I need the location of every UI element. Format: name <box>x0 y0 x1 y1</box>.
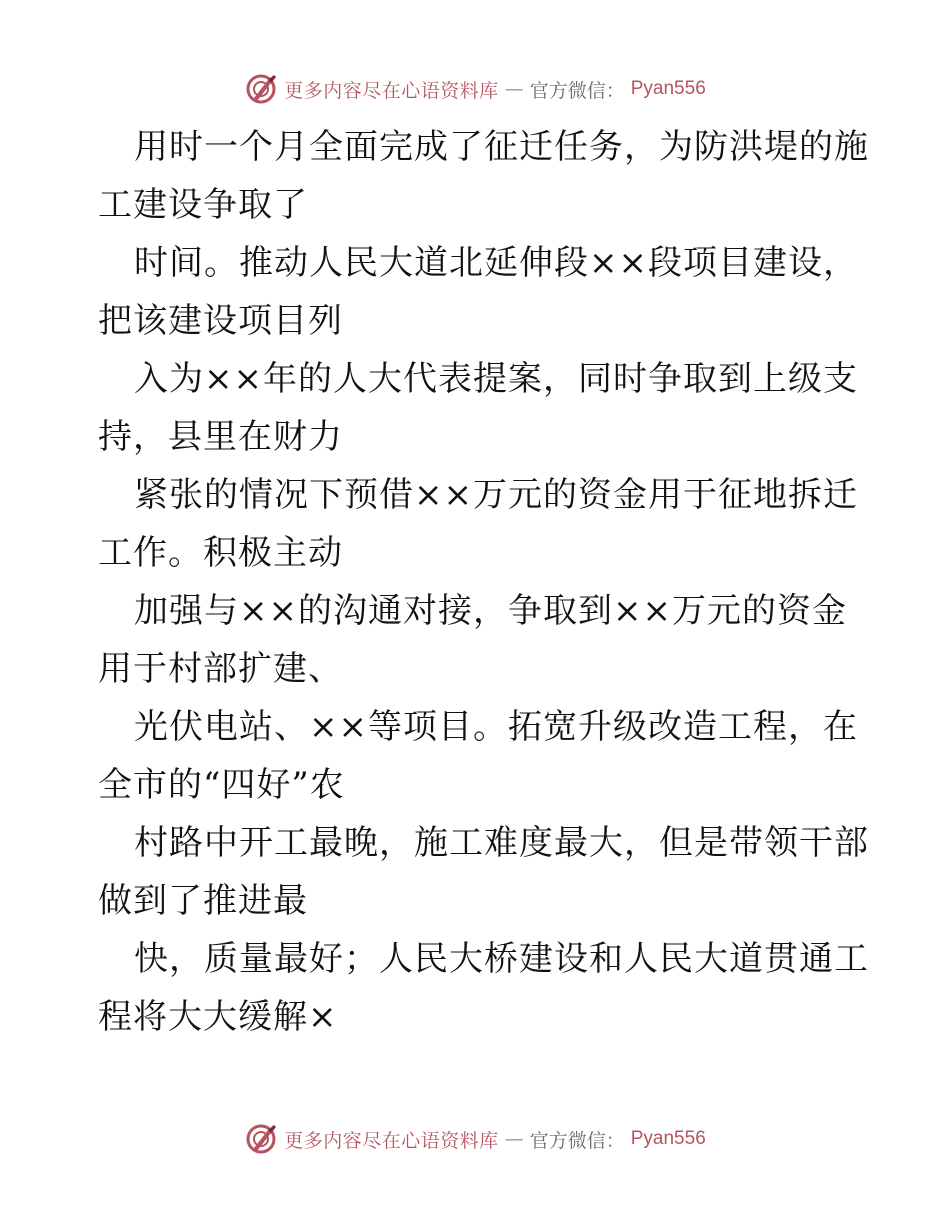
body-line: 时间。推动人民大道北延伸段××段项目建设， <box>134 243 858 283</box>
body-line: 工作。积极主动 <box>98 533 343 573</box>
body-line: 紧张的情况下预借××万元的资金用于征地拆迁 <box>134 475 858 515</box>
pen-nib-circle-icon <box>244 72 278 106</box>
body-line: 入为××年的人大代表提案，同时争取到上级支 <box>134 359 858 399</box>
watermark-label: 官方微信： <box>529 79 625 102</box>
body-line: 做到了推进最 <box>98 881 308 921</box>
body-line: 用时一个月全面完成了征迁任务，为防洪堤的施 <box>134 127 869 167</box>
header-watermark <box>0 72 950 106</box>
pen-nib-circle-icon <box>244 1122 278 1156</box>
watermark-text: 更多内容尽在心语资料库 <box>284 1129 499 1152</box>
watermark-wechat-id: Pyan556 <box>630 1128 706 1149</box>
document-body <box>98 118 869 1046</box>
body-line: 全市的“四好”农 <box>98 765 345 805</box>
watermark-wechat-id: Pyan556 <box>630 78 706 99</box>
body-line: 程将大大缓解× <box>98 997 338 1037</box>
body-line: 把该建设项目列 <box>98 301 343 341</box>
body-line: 加强与××的沟通对接，争取到××万元的资金 <box>134 591 847 631</box>
body-line: 快，质量最好；人民大桥建设和人民大道贯通工 <box>134 939 869 979</box>
body-line: 持，县里在财力 <box>98 417 343 457</box>
footer-watermark <box>0 1122 950 1156</box>
watermark-separator: — <box>504 1128 524 1150</box>
watermark-text: 更多内容尽在心语资料库 <box>284 79 499 102</box>
body-line: 光伏电站、××等项目。拓宽升级改造工程，在 <box>134 707 858 747</box>
body-line: 工建设争取了 <box>98 185 308 225</box>
body-line: 用于村部扩建、 <box>98 649 343 689</box>
watermark-label: 官方微信： <box>529 1129 625 1152</box>
body-line: 村路中开工最晚，施工难度最大，但是带领干部 <box>134 823 869 863</box>
watermark-separator: — <box>504 78 524 100</box>
